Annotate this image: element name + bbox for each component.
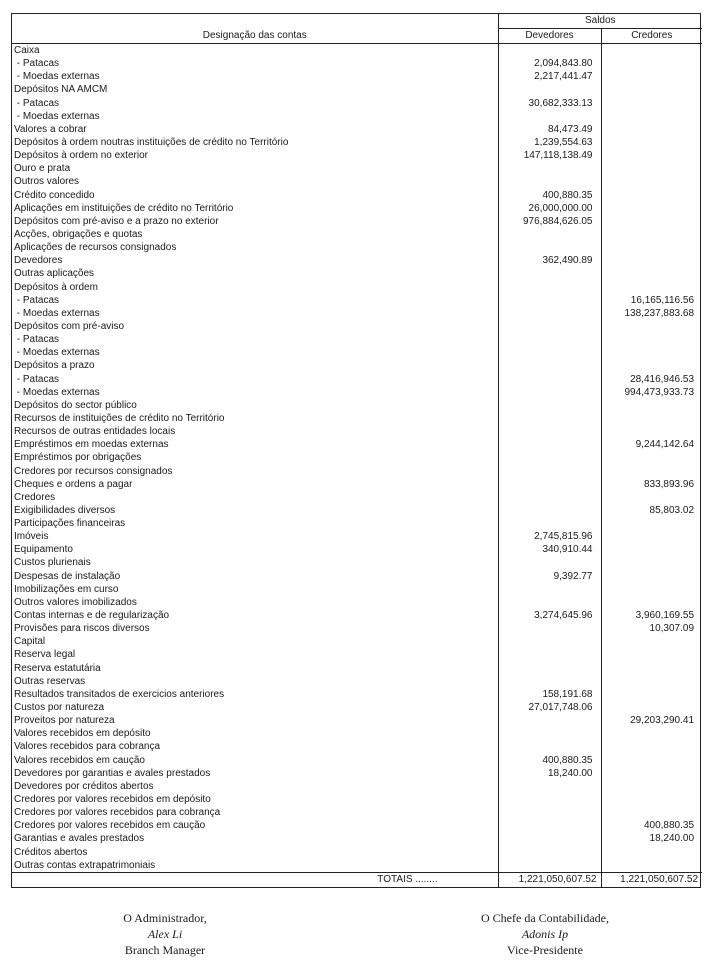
account-label: Empréstimos por obrigações (12, 451, 498, 464)
debit-value (498, 44, 601, 58)
account-label: - Patacas (12, 57, 498, 70)
table-row (12, 451, 702, 464)
account-label: Credores por valores recebidos em depósito (12, 793, 498, 806)
debit-value: 340,910.44 (498, 543, 601, 556)
account-label: Reserva estatutária (12, 662, 498, 675)
credit-value (601, 530, 702, 543)
credit-value (601, 254, 702, 267)
debit-value (498, 806, 601, 819)
account-label: Créditos abertos (12, 846, 498, 859)
account-label: Outras aplicações (12, 267, 498, 280)
table-row (12, 97, 702, 110)
credit-value (601, 110, 702, 123)
credit-value (601, 123, 702, 136)
credit-value (601, 556, 702, 569)
debit-value (498, 740, 601, 753)
account-label: Exigibilidades diversos (12, 504, 498, 517)
account-label: Empréstimos em moedas externas (12, 438, 498, 451)
table-row (12, 281, 702, 294)
table-row (12, 294, 702, 307)
debit-value (498, 556, 601, 569)
credit-value (601, 517, 702, 530)
credit-value (601, 635, 702, 648)
credit-value (601, 596, 702, 609)
table-row (12, 373, 702, 386)
debit-value: 362,490.89 (498, 254, 601, 267)
totals-row (12, 872, 702, 887)
debit-value (498, 228, 601, 241)
debit-value (498, 399, 601, 412)
table-row (12, 543, 702, 556)
account-label: Participações financeiras (12, 517, 498, 530)
account-label: Outros valores (12, 175, 498, 188)
credit-value (601, 228, 702, 241)
account-label: Capital (12, 635, 498, 648)
table-row (12, 412, 702, 425)
account-label: Valores a cobrar (12, 123, 498, 136)
credit-value (601, 793, 702, 806)
credit-value (601, 412, 702, 425)
debit-value: 976,884,626.05 (498, 215, 601, 228)
table-row (12, 241, 702, 254)
credit-value: 833,893.96 (643, 478, 695, 490)
table-row (12, 70, 702, 83)
account-label: Credores por valores recebidos em caução (12, 819, 498, 832)
account-label: Credores por recursos consignados (12, 465, 498, 478)
table-row (12, 635, 702, 648)
table-row (12, 307, 702, 320)
totals-credit: 1,221,050,607.52 (601, 872, 702, 887)
credit-value (601, 425, 702, 438)
debit-value: 2,094,843.80 (498, 57, 601, 70)
account-label: Depósitos à ordem noutras instituições de crédito no Território (12, 136, 498, 149)
account-label: Custos plurienais (12, 556, 498, 569)
debit-value (498, 793, 601, 806)
account-label: - Moedas externas (12, 386, 498, 399)
account-label: Despesas de instalação (12, 570, 498, 583)
credit-value (601, 570, 702, 583)
debit-value (498, 346, 601, 359)
table-row (12, 346, 702, 359)
account-label: Cheques e ordens a pagar (12, 478, 498, 491)
debit-value (498, 596, 601, 609)
account-label: Valores recebidos em depósito (12, 727, 498, 740)
debit-value (498, 386, 601, 399)
table-row (12, 228, 702, 241)
credit-value (601, 740, 702, 753)
debit-value: 400,880.35 (498, 754, 601, 767)
account-label: Valores recebidos para cobrança (12, 740, 498, 753)
table-row (12, 675, 702, 688)
account-label: Credores (12, 491, 498, 504)
debit-value (498, 333, 601, 346)
table-row (12, 83, 702, 96)
credit-value (601, 465, 702, 478)
credit-value (601, 162, 702, 175)
table-row (12, 846, 702, 859)
credit-value (601, 859, 702, 873)
debit-value (498, 478, 601, 491)
signature-administrator (45, 910, 285, 958)
debit-value (498, 307, 601, 320)
account-label: Outros valores imobilizados (12, 596, 498, 609)
account-label: Garantias e avales prestados (12, 832, 498, 845)
debit-value (498, 727, 601, 740)
account-label: Devedores por garantias e avales prestados (12, 767, 498, 780)
account-label: Imóveis (12, 530, 498, 543)
totals-debit: 1,221,050,607.52 (498, 872, 601, 887)
credit-value: 18,240.00 (649, 833, 695, 845)
account-label: Aplicações em instituições de crédito no Território (12, 202, 498, 215)
credit-value (601, 333, 702, 346)
debit-value (498, 425, 601, 438)
credit-value (601, 149, 702, 162)
table-row (12, 727, 702, 740)
debit-value: 30,682,333.13 (498, 97, 601, 110)
table-row (12, 609, 702, 622)
credit-value (601, 44, 702, 58)
credit-value (601, 754, 702, 767)
debit-value (498, 451, 601, 464)
account-label: Devedores por créditos abertos (12, 780, 498, 793)
credit-value (601, 189, 702, 202)
table-row (12, 596, 702, 609)
credit-value (601, 281, 702, 294)
signature-name: Alex Li (147, 927, 183, 941)
table-row (12, 425, 702, 438)
credit-value (601, 202, 702, 215)
table-row (12, 44, 702, 58)
table-row (12, 359, 702, 372)
credit-value (601, 346, 702, 359)
credit-value (601, 701, 702, 714)
header-credores: Credores (601, 29, 702, 44)
table-row (12, 215, 702, 228)
credit-value (601, 648, 702, 661)
debit-value: 84,473.49 (498, 123, 601, 136)
credit-value: 994,473,933.73 (624, 386, 695, 398)
debit-value (498, 622, 601, 635)
debit-value (498, 465, 601, 478)
debit-value (498, 359, 601, 372)
credit-value (601, 267, 702, 280)
signature-accounting-chief (425, 910, 665, 958)
debit-value (498, 241, 601, 254)
table-row (12, 399, 702, 412)
debit-value (498, 819, 601, 832)
table-row (12, 583, 702, 596)
debit-value (498, 83, 601, 96)
account-label: - Patacas (12, 294, 498, 307)
account-rows (12, 44, 702, 873)
debit-value (498, 175, 601, 188)
credit-value (601, 70, 702, 83)
table-row (12, 688, 702, 701)
credit-value: 400,880.35 (643, 820, 695, 832)
table-row (12, 254, 702, 267)
credit-value: 138,237,883.68 (624, 307, 695, 319)
account-label: Depósitos à ordem (12, 281, 498, 294)
credit-value: 85,803.02 (649, 504, 695, 516)
credit-value (601, 688, 702, 701)
account-label: Outras reservas (12, 675, 498, 688)
debit-value (498, 294, 601, 307)
debit-value (498, 281, 601, 294)
debit-value (498, 110, 601, 123)
account-label: Contas internas e de regularização (12, 609, 498, 622)
debit-value: 18,240.00 (498, 767, 601, 780)
signature-title: O Chefe da Contabilidade, (481, 911, 609, 925)
debit-value: 2,217,441.47 (498, 70, 601, 83)
table-row (12, 333, 702, 346)
credit-value (601, 57, 702, 70)
debit-value (498, 438, 601, 451)
debit-value: 147,118,138.49 (498, 149, 601, 162)
account-label: Outras contas extrapatrimoniais (12, 859, 498, 873)
debit-value: 26,000,000.00 (498, 202, 601, 215)
table-row (12, 806, 702, 819)
account-label: Imobilizações em curso (12, 583, 498, 596)
credit-value (601, 451, 702, 464)
debit-value (498, 504, 601, 517)
table-row (12, 504, 702, 517)
credit-value (601, 846, 702, 859)
table-row (12, 754, 702, 767)
table-row (12, 267, 702, 280)
table-row (12, 793, 702, 806)
account-label: Aplicações de recursos consignados (12, 241, 498, 254)
header-designation: Designação das contas (12, 14, 498, 44)
debit-value (498, 162, 601, 175)
credit-value: 28,416,946.53 (630, 373, 695, 385)
table-row (12, 189, 702, 202)
table-row (12, 478, 702, 491)
table-row (12, 570, 702, 583)
account-label: Credores por valores recebidos para cobrança (12, 806, 498, 819)
account-label: Depósitos à ordem no exterior (12, 149, 498, 162)
account-label: Depósitos com pré-aviso (12, 320, 498, 333)
table-row (12, 110, 702, 123)
credit-value (601, 359, 702, 372)
credit-value: 16,165,116.56 (630, 294, 695, 306)
account-label: Depósitos com pré-aviso e a prazo no exterior (12, 215, 498, 228)
header-saldos: Saldos (498, 14, 702, 29)
account-label: Valores recebidos em caução (12, 754, 498, 767)
account-label: Equipamento (12, 543, 498, 556)
debit-value: 2,745,815.96 (498, 530, 601, 543)
account-label: - Moedas externas (12, 110, 498, 123)
debit-value (498, 832, 601, 845)
table-row (12, 320, 702, 333)
table-row (12, 622, 702, 635)
signature-name: Adonis Ip (521, 927, 569, 941)
debit-value: 3,274,645.96 (498, 609, 601, 622)
credit-value (601, 543, 702, 556)
account-label: Caixa (12, 44, 498, 58)
signature-title: O Administrador, (123, 911, 207, 925)
account-label: - Moedas externas (12, 307, 498, 320)
totals-label: TOTAIS ........ (12, 872, 498, 887)
credit-value: 10,307.09 (649, 623, 695, 635)
table-row (12, 149, 702, 162)
table-row (12, 740, 702, 753)
debit-value (498, 675, 601, 688)
debit-value (498, 517, 601, 530)
account-label: Recursos de outras entidades locais (12, 425, 498, 438)
account-label: - Patacas (12, 333, 498, 346)
account-label: Custos por natureza (12, 701, 498, 714)
table-row (12, 832, 702, 845)
account-label: - Patacas (12, 373, 498, 386)
debit-value (498, 320, 601, 333)
signature-role: Vice-Presidente (507, 943, 583, 957)
credit-value (601, 727, 702, 740)
table-row (12, 530, 702, 543)
debit-value (498, 373, 601, 386)
credit-value (601, 83, 702, 96)
credit-value (601, 399, 702, 412)
credit-value (601, 806, 702, 819)
credit-value (601, 780, 702, 793)
account-label: Devedores (12, 254, 498, 267)
credit-value (601, 675, 702, 688)
table-row (12, 202, 702, 215)
table-row (12, 57, 702, 70)
account-label: Acções, obrigações e quotas (12, 228, 498, 241)
credit-value: 3,960,169.55 (635, 610, 695, 622)
table-row (12, 859, 702, 873)
credit-value (601, 320, 702, 333)
account-label: - Moedas externas (12, 346, 498, 359)
table-row (12, 662, 702, 675)
table-row (12, 136, 702, 149)
account-label: Reserva legal (12, 648, 498, 661)
account-label: Recursos de instituições de crédito no Território (12, 412, 498, 425)
account-label: Resultados transitados de exercicios anteriores (12, 688, 498, 701)
table-row (12, 556, 702, 569)
account-label: Depósitos NA AMCM (12, 83, 498, 96)
debit-value: 1,239,554.63 (498, 136, 601, 149)
table-row (12, 386, 702, 399)
account-label: Provisões para riscos diversos (12, 622, 498, 635)
table-row (12, 465, 702, 478)
header-devedores: Devedores (498, 29, 601, 44)
credit-value (601, 583, 702, 596)
account-label: - Patacas (12, 97, 498, 110)
credit-value (601, 662, 702, 675)
debit-value (498, 662, 601, 675)
debit-value (498, 859, 601, 873)
debit-value (498, 635, 601, 648)
debit-value (498, 780, 601, 793)
table-row (12, 123, 702, 136)
debit-value (498, 412, 601, 425)
table-row (12, 767, 702, 780)
credit-value (601, 215, 702, 228)
table-row (12, 438, 702, 451)
debit-value (498, 714, 601, 727)
account-label: Proveitos por natureza (12, 714, 498, 727)
debit-value (498, 583, 601, 596)
credit-value: 29,203,290.41 (630, 715, 695, 727)
credit-value (601, 97, 702, 110)
credit-value (601, 767, 702, 780)
credit-value (601, 241, 702, 254)
table-row (12, 162, 702, 175)
debit-value (498, 267, 601, 280)
table-row (12, 819, 702, 832)
signature-role: Branch Manager (124, 943, 206, 957)
debit-value (498, 648, 601, 661)
account-label: Crédito concedido (12, 189, 498, 202)
table-row (12, 517, 702, 530)
account-label: Ouro e prata (12, 162, 498, 175)
debit-value: 400,880.35 (498, 189, 601, 202)
table-row (12, 714, 702, 727)
account-label: - Moedas externas (12, 70, 498, 83)
table-row (12, 701, 702, 714)
table-row (12, 491, 702, 504)
debit-value (498, 491, 601, 504)
credit-value (601, 491, 702, 504)
balance-sheet-table (11, 13, 701, 888)
credit-value: 9,244,142.64 (635, 439, 695, 451)
credit-value (601, 175, 702, 188)
table-row (12, 175, 702, 188)
table-row (12, 780, 702, 793)
table-row (12, 648, 702, 661)
debit-value: 158,191.68 (498, 688, 601, 701)
account-label: Depósitos do sector público (12, 399, 498, 412)
credit-value (601, 136, 702, 149)
debit-value: 9,392.77 (498, 570, 601, 583)
debit-value: 27,017,748.06 (498, 701, 601, 714)
debit-value (498, 846, 601, 859)
account-label: Depósitos a prazo (12, 359, 498, 372)
